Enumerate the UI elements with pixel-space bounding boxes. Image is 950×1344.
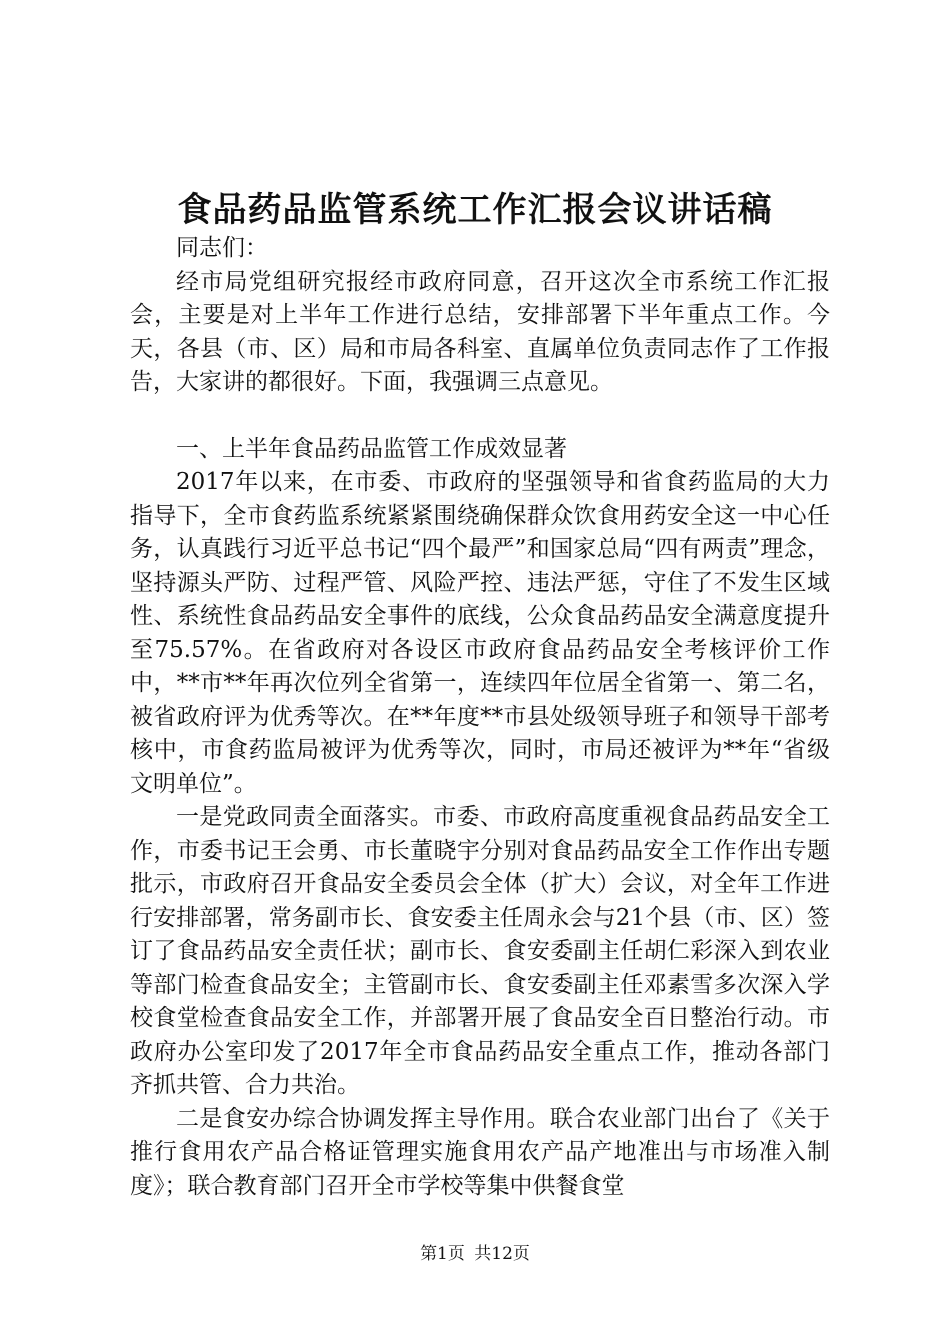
document-title: 食品药品监管系统工作汇报会议讲话稿 (177, 190, 773, 230)
body-paragraph: 二是食安办综合协调发挥主导作用。联合农业部门出台了《关于推行食用农产品合格证管理实施食用农产品产地准出与市场准入制度》；联合教育部门召开全市学校等集中供餐食堂 (130, 1105, 830, 1199)
section-heading: 一、上半年食品药品监管工作成效显著 (176, 435, 567, 462)
body-paragraph: 一是党政同责全面落实。市委、市政府高度重视食品药品安全工作，市委书记王会勇、市长董晓宇分别对食品药品安全工作作出专题批示，市政府召开食品安全委员会全体（扩大）会议，对全年工作进行安排部署，常务副市长、食安委主任周永会与21个县（市、区）签订了食品药品安全责任状；副市长、食安委副主任胡仁彩深入到农业等部门检查食品安全；主管副市长、食安委副主任邓素雪多次深入学校食堂检查食品安全工作，并部署开展了食品安全百日整治行动。市政府办公室印发了2017年全市食品药品安全重点工作，推动各部门齐抓共管、合力共治。 (130, 804, 830, 1098)
page-footer (0, 1242, 950, 1266)
body-paragraph: 2017年以来，在市委、市政府的坚强领导和省食药监局的大力指导下，全市食药监系统紧紧围绕确保群众饮食用药安全这一中心任务，认真践行习近平总书记“四个最严”和国家总局“四有两责”理念，坚持源头严防、过程严管、风险严控、违法严惩，守住了不发生区域性、系统性食品药品安全事件的底线，公众食品药品安全满意度提升至75.57%。在省政府对各设区市政府食品药品安全考核评价工作中，**市**年再次位列全省第一，连续四年位居全省第一、第二名，被省政府评为优秀等次。在**年度**市县处级领导班子和领导干部考核中，市食药监局被评为优秀等次，同时，市局还被评为**年“省级文明单位”。 (130, 469, 830, 797)
intro-paragraph: 经市局党组研究报经市政府同意，召开这次全市系统工作汇报会，主要是对上半年工作进行总结，安排部署下半年重点工作。今天，各县（市、区）局和市局各科室、直属单位负责同志作了工作报告，大家讲的都很好。下面，我强调三点意见。 (130, 268, 830, 395)
page-number: 第1页 (420, 1244, 465, 1264)
document-body (130, 232, 830, 1203)
salutation-paragraph: 同志们： (176, 235, 268, 261)
total-pages: 共12页 (474, 1244, 530, 1264)
